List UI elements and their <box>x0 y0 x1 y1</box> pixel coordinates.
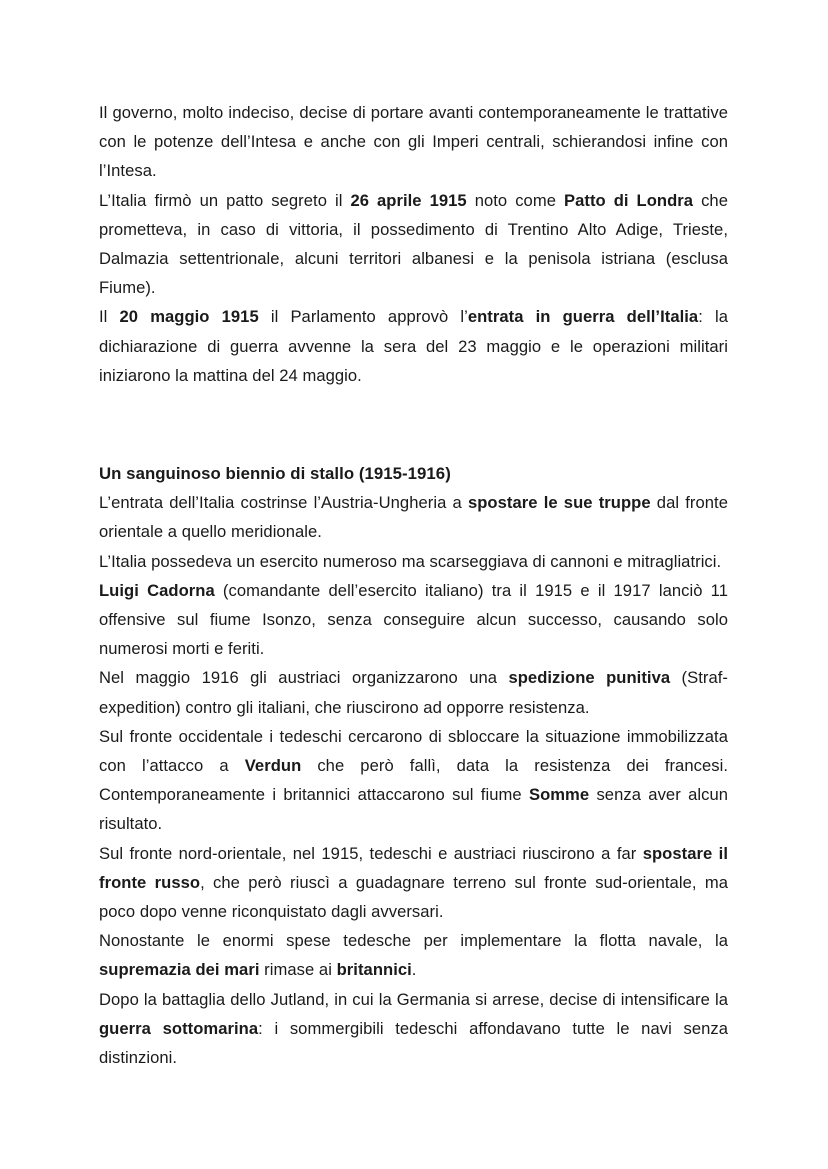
paragraph-entrata-guerra: Il 20 maggio 1915 il Parlamento approvò l’entrata in guerra dell’Italia: la dichiarazione di guerra avvenne la sera del 23 maggio e le operazioni militari iniziarono la mattina del 24 maggio. <box>99 307 729 385</box>
paragraph-fronte-russo: Sul fronte nord-orientale, nel 1915, tedeschi e austriaci riuscirono a far spostare il fronte russo, che però riuscì a guadagnare terreno sul fronte sud-orientale, ma poco dopo venne riconquistato dagli avversari. <box>99 843 728 922</box>
text-column <box>99 98 728 1072</box>
paragraph-jutland: Dopo la battaglia dello Jutland, in cui la Germania si arrese, decise di intensificare la guerra sottomarina: i sommergibili tedeschi affondavano tutte le navi senza distinzioni. <box>99 989 729 1068</box>
paragraph-supremazia-mari: Nonostante le enormi spese tedesche per implementare la flotta navale, la supremazia dei mari rimase ai britannici. <box>99 931 728 980</box>
paragraph-governo: Il governo, molto indeciso, decise di portare avanti contemporaneamente le trattative con le potenze dell’Intesa e anche con gli Imperi centrali, schierandosi infine con l’Intesa. <box>99 103 728 181</box>
paragraph-cadorna: Luigi Cadorna (comandante dell’esercito italiano) tra il 1915 e il 1917 lanciò 11 offensive sul fiume Isonzo, senza conseguire alcun successo, causando solo numerosi morti e feriti. <box>99 580 728 659</box>
paragraph-patto-londra: L’Italia firmò un patto segreto il 26 aprile 1915 noto come Patto di Londra che prometteva, in caso di vittoria, il possedimento di Trentino Alto Adige, Trieste, Dalmazia settentrionale, alcuni territori albanesi e la penisola istriana (esclusa Fiume). <box>99 190 728 298</box>
paragraph-austria-truppe: L’entrata dell’Italia costrinse l’Austria-Ungheria a spostare le sue truppe dal fronte orientale a quello meridionale. <box>99 493 728 542</box>
paragraph-spedizione-punitiva: Nel maggio 1916 gli austriaci organizzarono una spedizione punitiva (Straf-expedition) contro gli italiani, che riuscirono ad opporre resistenza. <box>99 668 729 717</box>
paragraph-esercito-cannoni: L’Italia possedeva un esercito numeroso ma scarseggiava di cannoni e mitragliatrici. <box>99 551 722 571</box>
block-spacer <box>99 390 728 459</box>
text-block-biennio-stallo <box>99 459 728 1072</box>
paragraph-verdun-somme: Sul fronte occidentale i tedeschi cercarono di sbloccare la situazione immobilizzata con l’attacco a Verdun che però fallì, data la resistenza dei francesi. Contemporaneamente i britannici attaccarono sul fiume Somme senza aver alcun risultato. <box>99 726 728 834</box>
section-heading-biennio: Un sanguinoso biennio di stallo (1915-1916) <box>99 464 451 484</box>
text-block-intesa <box>99 98 728 390</box>
